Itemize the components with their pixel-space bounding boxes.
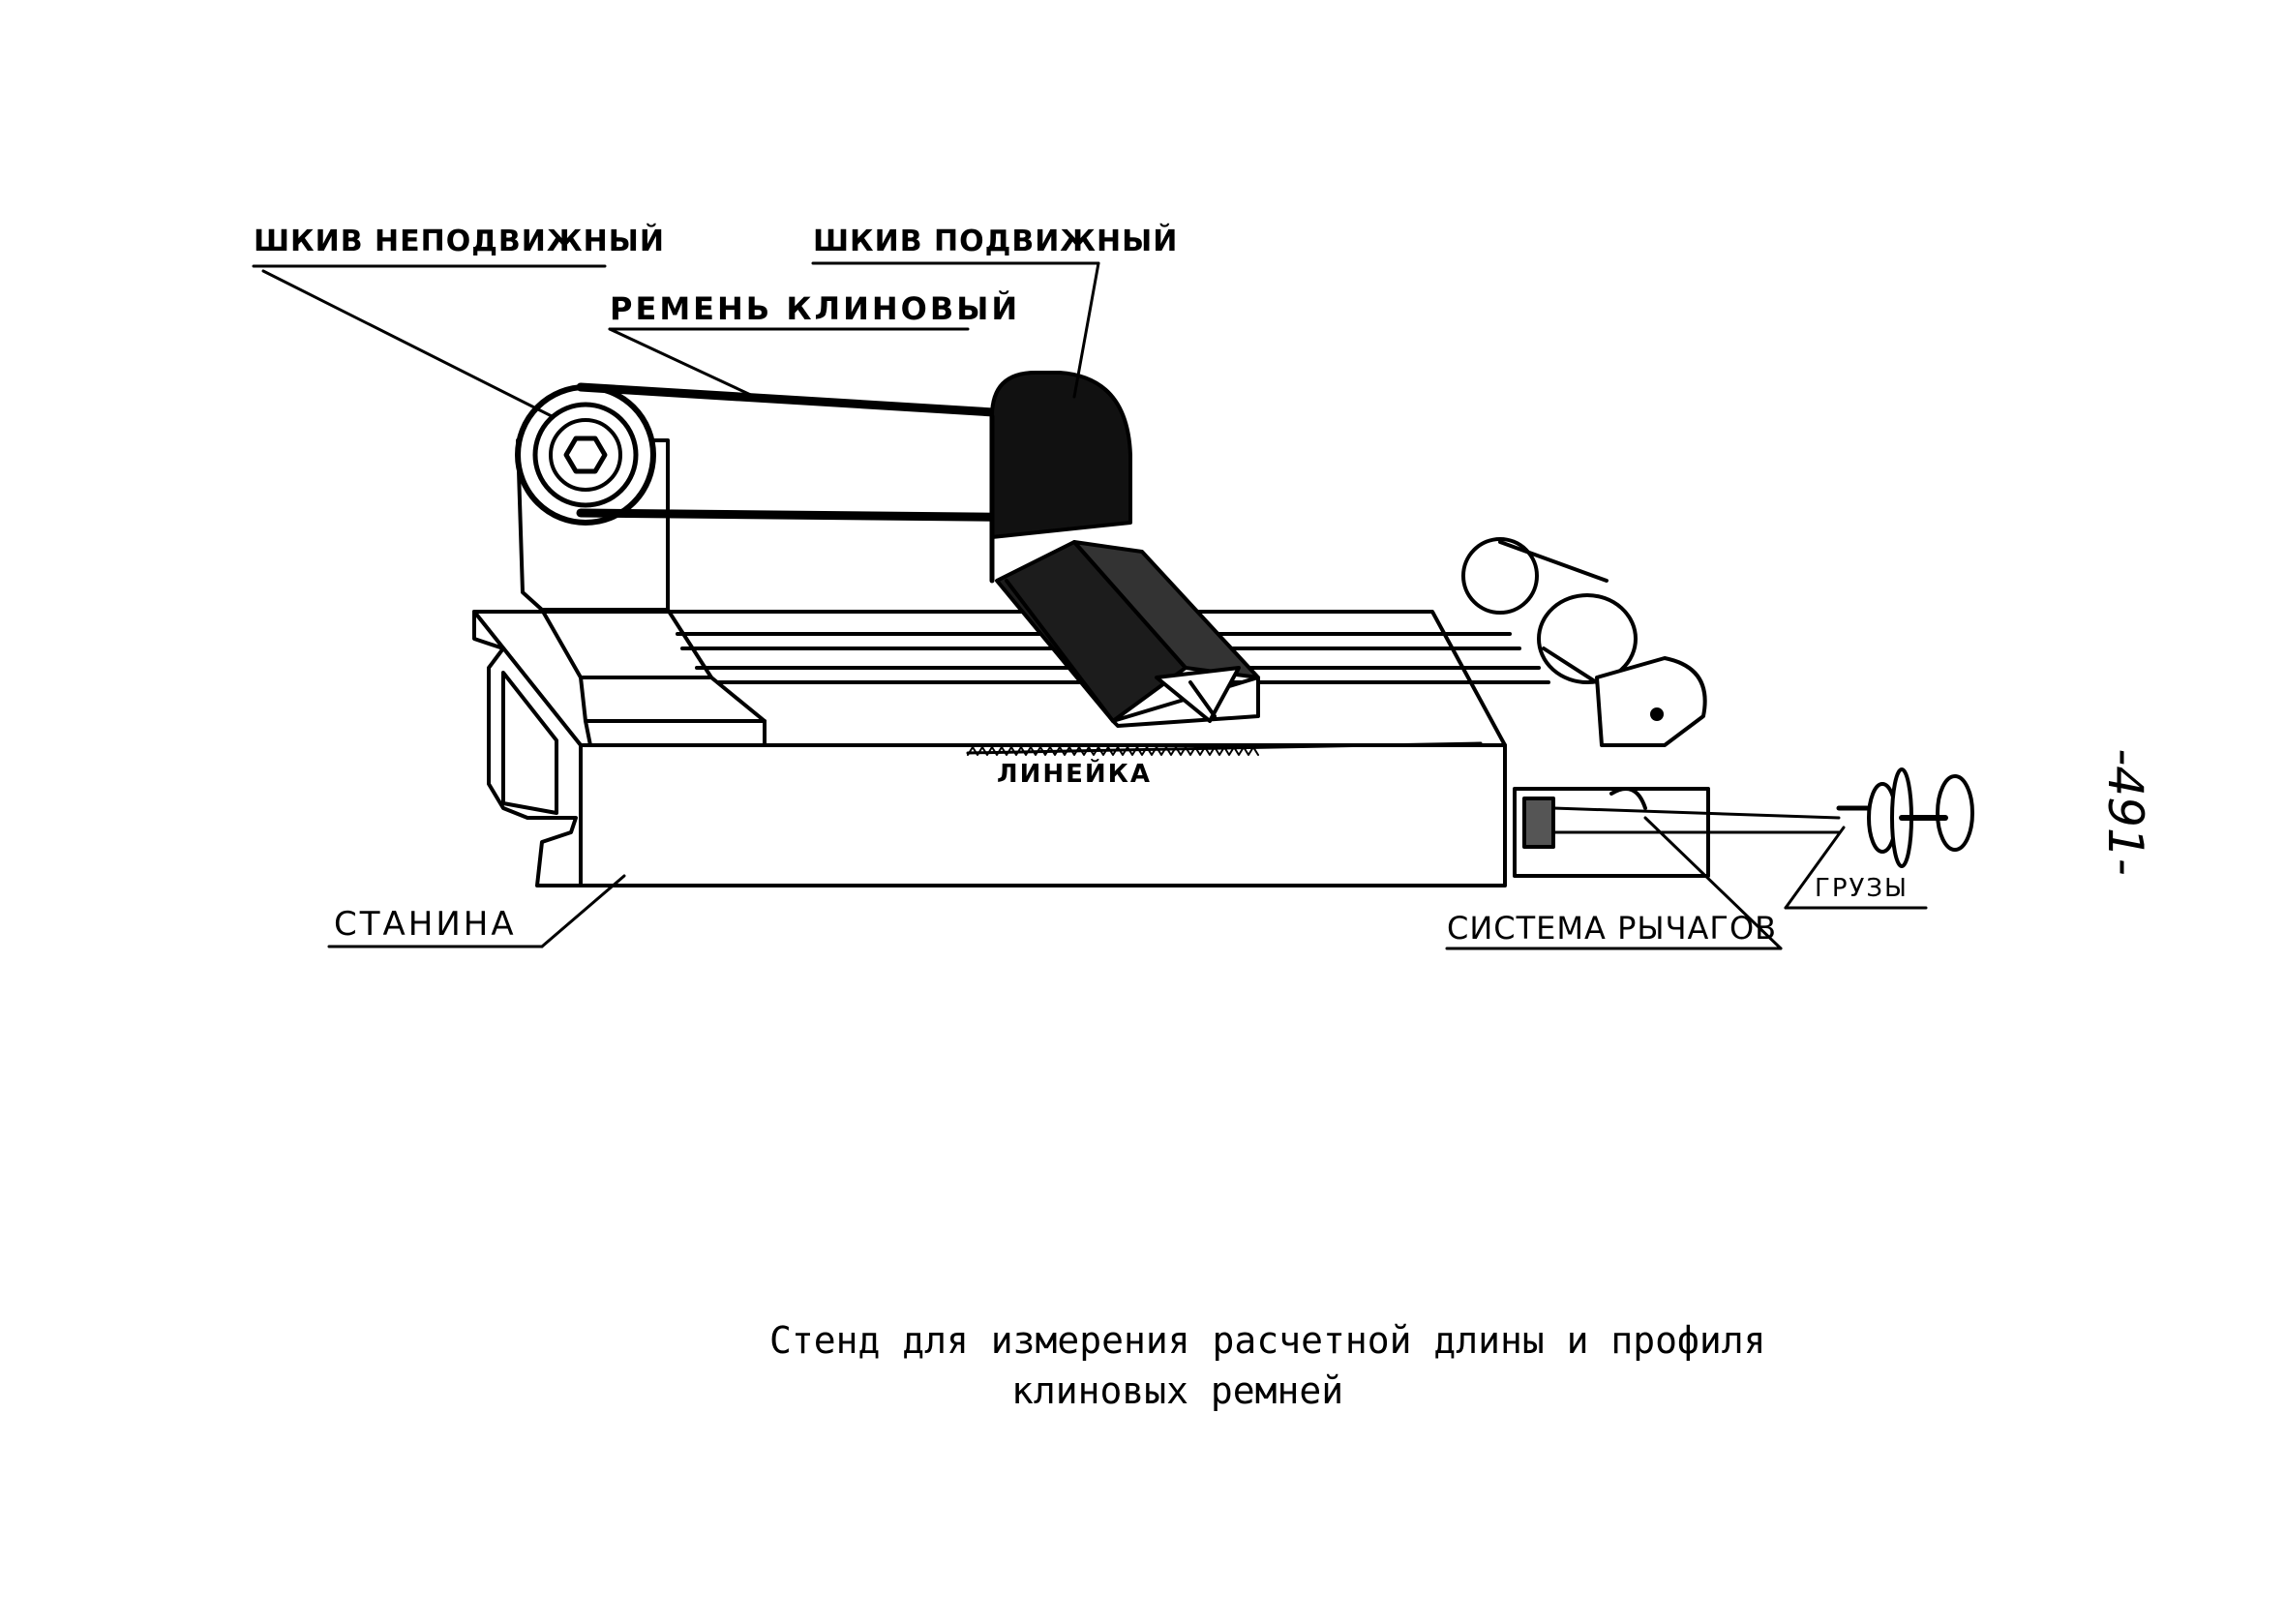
label-v-belt: РЕМЕНЬ КЛИНОВЫЙ — [610, 290, 1021, 327]
lever-system — [1515, 789, 1839, 876]
weights — [1839, 769, 1972, 866]
label-bed: СТАНИНА — [334, 905, 517, 944]
label-lever-system: СИСТЕМА РЫЧАГОВ — [1447, 910, 1778, 947]
label-movable-pulley: ШКИВ ПОДВИЖНЫЙ — [813, 225, 1179, 258]
label-ruler: ЛИНЕЙКА — [997, 760, 1153, 789]
figure-caption-line1: Стенд для измерения расчетной длины и профиля — [769, 1319, 1766, 1362]
page-number: -491- — [2096, 748, 2153, 876]
right-rollers — [1463, 539, 1705, 745]
fixed-pulley — [518, 387, 653, 523]
label-fixed-pulley: ШКИВ НЕПОДВИЖНЫЙ — [254, 225, 665, 258]
label-weights: ГРУЗЫ — [1815, 874, 1909, 903]
figure-caption-line2: клиновых ремней — [1011, 1369, 1344, 1412]
